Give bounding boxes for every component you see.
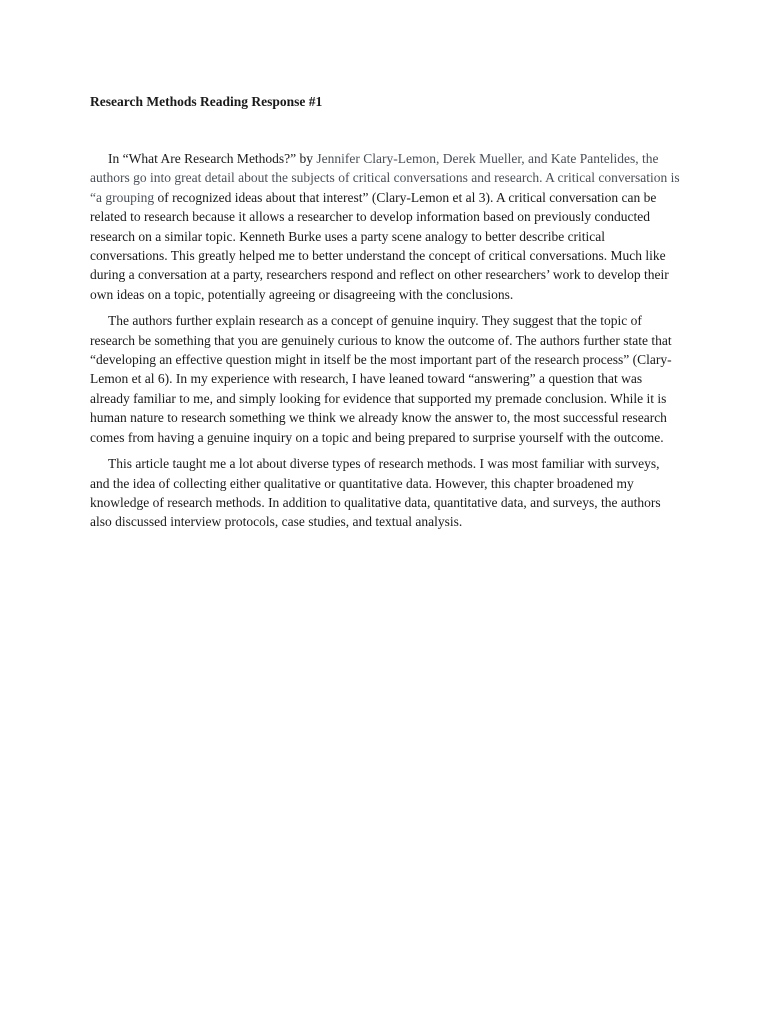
paragraph-1 bbox=[90, 149, 682, 304]
paragraph-3: This article taught me a lot about diverse types of research methods. I was most familiar with surveys, and the idea of collecting either qualitative or quantitative data. However, this chapter broadened my knowledge of research methods. In addition to qualitative data, quantitative data, and surveys, the authors also discussed interview protocols, case studies, and textual analysis. bbox=[90, 456, 661, 530]
paragraph-1-run-3: of recognized ideas about that interest” (Clary-Lemon et al 3). A critical conversation can be related to research because it allows a researcher to develop information based on previously conducted research on a similar topic. Kenneth Burke uses a party scene analogy to better describe critical conversations. This greatly helped me to better understand the concept of critical conversations. Much like during a conversation at a party, researchers respond and reflect on other researchers’ work to develop their own ideas on a topic, potentially agreeing or disagreeing with the conclusions. bbox=[90, 189, 669, 302]
paragraph-1-run-1: In “What Are Research Methods?” by bbox=[108, 151, 317, 166]
document-body bbox=[90, 92, 682, 532]
paragraph-2: The authors further explain research as a concept of genuine inquiry. They suggest that the topic of research be something that you are genuinely curious to know the outcome of. The authors further state that “developing an effective question might in itself be the most important part of the research process” (Clary-Lemon et al 6). In my experience with research, I have leaned toward “answering” a question that was already familiar to me, and simply looking for evidence that supported my premade conclusion. While it is human nature to research something we think we already know the answer to, the most successful research comes from having a genuine inquiry on a topic and being prepared to surprise yourself with the outcome. bbox=[90, 313, 672, 445]
paragraph-1-run-2: Jennifer Clary-Lemon, Derek Mueller, and Kate Pantelides, the authors go into great detail about the subjects of critical conversations and research. A critical conversation is “a grouping bbox=[90, 151, 680, 205]
document-title: Research Methods Reading Response #1 bbox=[90, 94, 323, 109]
